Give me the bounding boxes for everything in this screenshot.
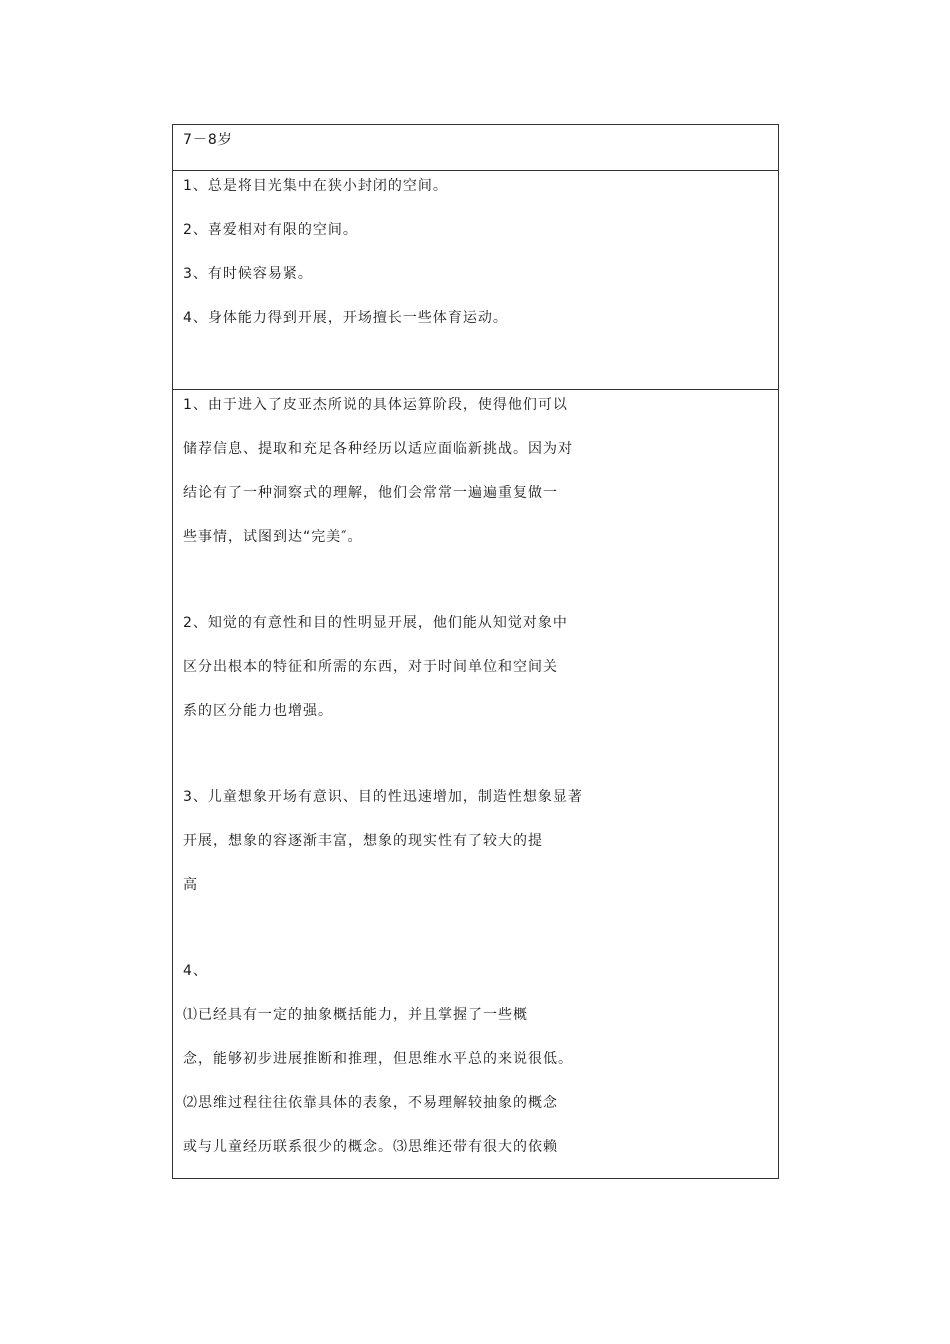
psych-line-4: 些事情，试图到达“完美″。 [183, 529, 363, 545]
document-table [172, 124, 779, 1179]
physical-traits-row [173, 170, 778, 389]
psych-line-8: 3、儿童想象开场有意识、目的性迅速增加，制造性想象显著 [183, 789, 583, 805]
psych-line-15: 或与儿童经历联系很少的概念。⑶思维还带有很大的依赖 [183, 1139, 558, 1155]
psych-line-5: 2、知觉的有意性和目的性明显开展，他们能从知觉对象中 [183, 615, 568, 631]
psychological-traits-row [173, 389, 778, 1178]
psych-line-7: 系的区分能力也增强。 [183, 703, 333, 719]
psych-line-11: 4、 [183, 963, 208, 979]
physical-line-4: 4、身体能力得到开展，开场擅长一些体育运动。 [183, 310, 508, 326]
psych-line-2: 储荐信息、提取和充足各种经历以适应面临新挑战。因为对 [183, 441, 573, 457]
psych-line-6: 区分出根本的特征和所需的东西，对于时间单位和空间关 [183, 659, 558, 675]
physical-line-1: 1、总是将目光集中在狭小封闭的空间。 [183, 178, 448, 194]
psych-line-9: 开展，想象的容逐渐丰富，想象的现实性有了较大的提 [183, 833, 543, 849]
age-header: 7－8岁 [183, 132, 233, 148]
psych-line-3: 结论有了一种洞察式的理解，他们会常常一遍遍重复做一 [183, 485, 558, 501]
age-header-row [173, 125, 778, 170]
psych-line-10: 高 [183, 877, 198, 893]
physical-line-2: 2、喜爱相对有限的空间。 [183, 222, 358, 238]
psych-line-14: ⑵思维过程往往依靠具体的表象，不易理解较抽象的概念 [183, 1095, 558, 1111]
physical-line-3: 3、有时候容易紧。 [183, 266, 313, 282]
psych-line-1: 1、由于进入了皮亚杰所说的具体运算阶段，使得他们可以 [183, 397, 568, 413]
psych-line-13: 念，能够初步进展推断和推理，但思维水平总的来说很低。 [183, 1051, 573, 1067]
psych-line-12: ⑴已经具有一定的抽象概括能力，并且掌握了一些概 [183, 1007, 528, 1023]
